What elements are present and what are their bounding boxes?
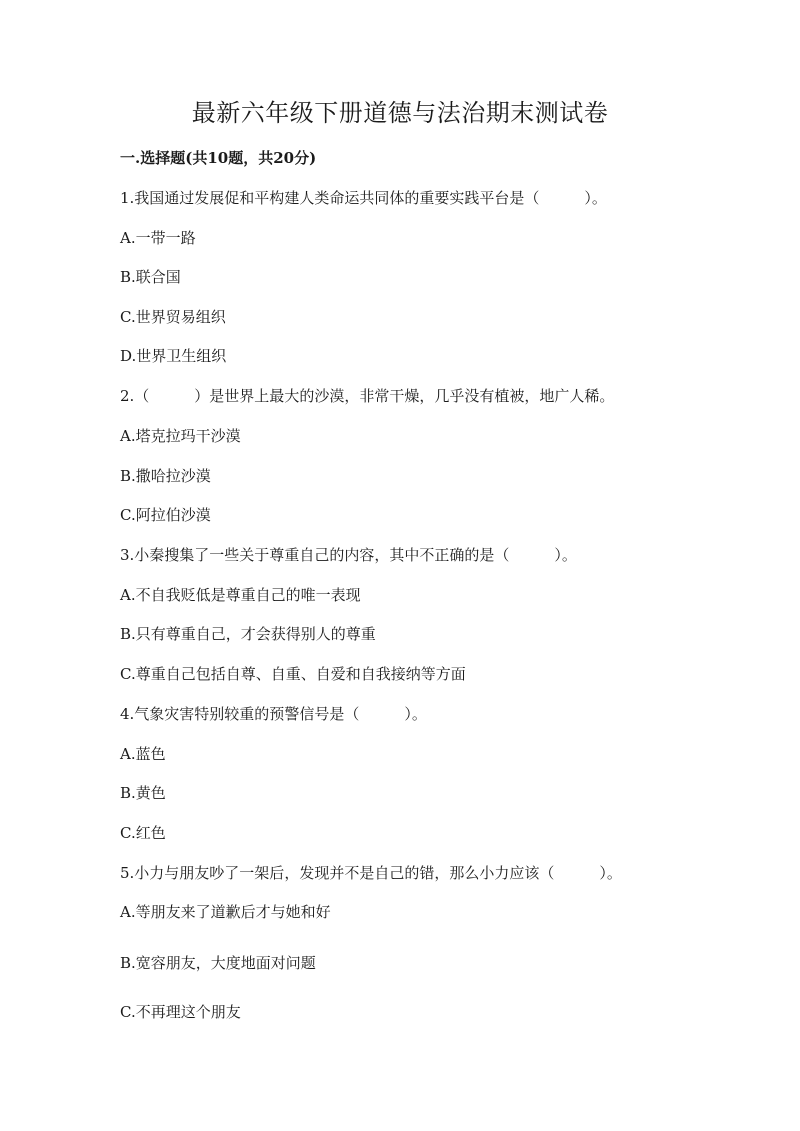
question-1-option-a: A.一带一路 (120, 229, 196, 247)
question-1-option-c: C.世界贸易组织 (120, 308, 226, 326)
question-2-option-c: C.阿拉伯沙漠 (120, 506, 211, 524)
question-1-option-d: D.世界卫生组织 (120, 347, 227, 365)
question-2-stem: 2.（ ）是世界上最大的沙漠，非常干燥，几乎没有植被，地广人稀。 (120, 387, 615, 405)
question-4-option-c: C.红色 (120, 824, 166, 842)
question-5-option-b: B.宽容朋友，大度地面对问题 (120, 954, 316, 972)
question-3-option-b: B.只有尊重自己，才会获得别人的尊重 (120, 625, 376, 643)
question-4-stem: 4.气象灾害特别较重的预警信号是（ ）。 (120, 705, 427, 723)
question-3-option-a: A.不自我贬低是尊重自己的唯一表现 (120, 586, 361, 604)
question-4-option-b: B.黄色 (120, 784, 166, 802)
question-2-option-b: B.撒哈拉沙漠 (120, 467, 211, 485)
question-5-option-a: A.等朋友来了道歉后才与她和好 (120, 903, 331, 921)
question-3-option-c: C.尊重自己包括自尊、自重、自爱和自我接纳等方面 (120, 665, 466, 683)
question-3-stem: 3.小秦搜集了一些关于尊重自己的内容，其中不正确的是（ ）。 (120, 546, 577, 564)
question-5-option-c: C.不再理这个朋友 (120, 1003, 241, 1021)
page-title: 最新六年级下册道德与法治期末测试卷 (191, 99, 609, 127)
question-1-option-b: B.联合国 (120, 268, 181, 286)
question-5-stem: 5.小力与朋友吵了一架后，发现并不是自己的错，那么小力应该（ ）。 (120, 864, 622, 882)
question-4-option-a: A.蓝色 (120, 745, 166, 763)
section-heading: 一.选择题(共10题，共20分) (120, 149, 317, 167)
question-1-stem: 1.我国通过发展促和平构建人类命运共同体的重要实践平台是（ ）。 (120, 189, 607, 207)
question-2-option-a: A.塔克拉玛干沙漠 (120, 427, 241, 445)
